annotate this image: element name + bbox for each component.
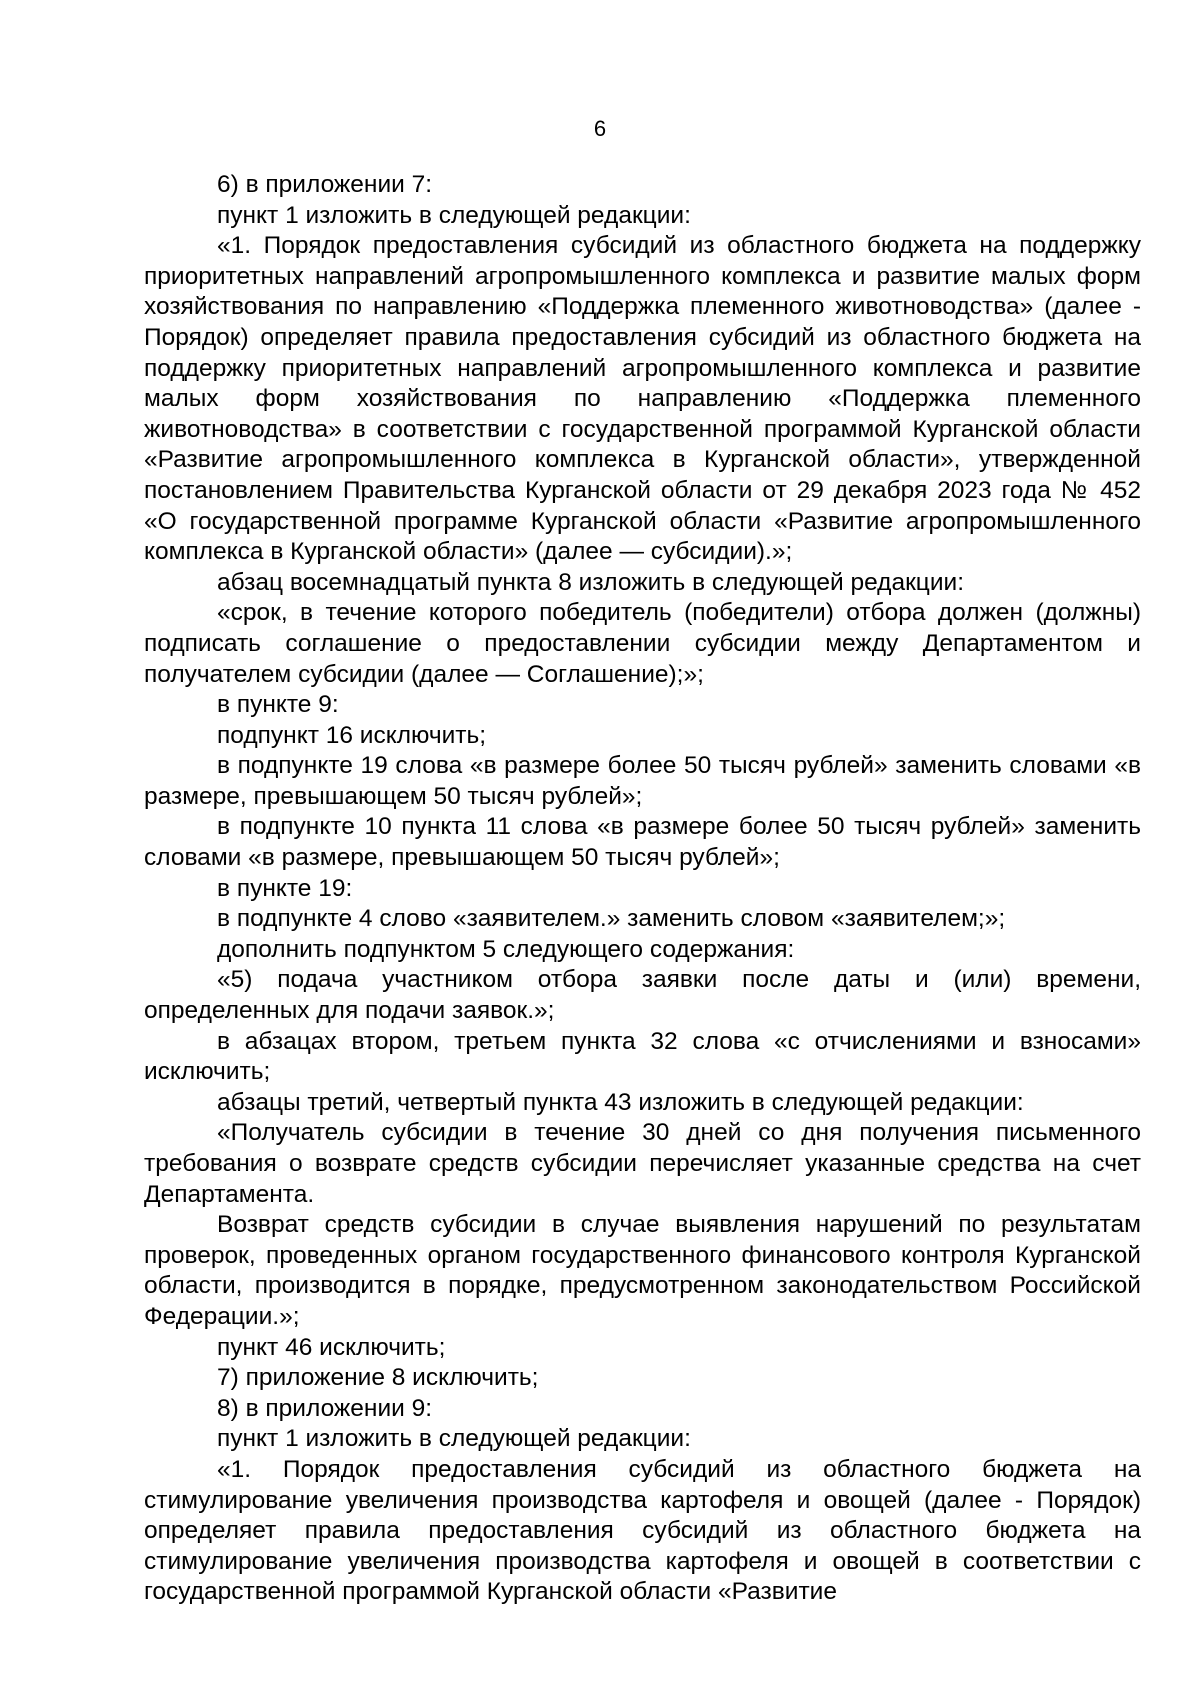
paragraph-2: пункт 1 изложить в следующей редакции: <box>217 201 691 229</box>
paragraph-4: абзац восемнадцатый пункта 8 изложить в следующей редакции: <box>217 568 965 596</box>
paragraph-22: «1. Порядок предоставления субсидий из областного бюджета на стимулирование увеличения производства картофеля и овощей (далее - Порядок) определяет правила предоставления субсидий из областного бюджета на стимулирование увеличения производства картофеля и овощей в соответствии с государственной программой Курганской области «Развитие <box>144 1455 1141 1606</box>
paragraph-10: в пункте 19: <box>217 874 353 902</box>
paragraph-19: 7) приложение 8 исключить; <box>217 1364 539 1392</box>
paragraph-9: в подпункте 10 пункта 11 слова «в размере более 50 тысяч рублей» заменить словами «в размере, превышающем 50 тысяч рублей»; <box>144 813 1141 872</box>
paragraph-6: в пункте 9: <box>217 691 339 719</box>
paragraph-3: «1. Порядок предоставления субсидий из областного бюджета на поддержку приоритетных направлений агропромышленного комплекса и развитие малых форм хозяйствования по направлению «Поддержка племенного животноводства» (далее - Порядок) определяет правила предоставления субсидий из областного бюджета на поддержку приоритетных направлений агропромышленного комплекса и развитие малых форм хозяйствования по направлению «Поддержка племенного животноводства» в соответствии с государственной программой Курганской области «Развитие агропромышленного комплекса в Курганской области», утвержденной постановлением Правительства Курганской области от 29 декабря 2023 года № 452 «О государственной программе Курганской области «Развитие агропромышленного комплекса в Курганской области» (далее — субсидии).»; <box>144 232 1141 566</box>
paragraph-5: «срок, в течение которого победитель (победители) отбора должен (должны) подписать соглашение о предоставлении субсидии между Департаментом и получателем субсидии (далее — Соглашение);»; <box>144 599 1141 688</box>
paragraph-14: в абзацах втором, третьем пункта 32 слова «с отчислениями и взносами» исключить; <box>144 1027 1141 1086</box>
paragraph-11: в подпункте 4 слово «заявителем.» заменить словом «заявителем;»; <box>217 905 1006 933</box>
paragraph-16: «Получатель субсидии в течение 30 дней со дня получения письменного требования о возврате средств субсидии перечисляет указанные средства на счет Департамента. <box>144 1119 1141 1208</box>
paragraph-7: подпункт 16 исключить; <box>217 721 487 749</box>
paragraph-15: абзацы третий, четвертый пункта 43 изложить в следующей редакции: <box>217 1088 1024 1116</box>
document-body <box>144 170 1141 1608</box>
paragraph-18: пункт 46 исключить; <box>217 1333 446 1361</box>
page-number: 6 <box>593 116 607 141</box>
paragraph-21: пункт 1 изложить в следующей редакции: <box>217 1425 691 1453</box>
paragraph-8: в подпункте 19 слова «в размере более 50 тысяч рублей» заменить словами «в размере, превышающем 50 тысяч рублей»; <box>144 752 1141 810</box>
paragraph-12: дополнить подпунктом 5 следующего содержания: <box>217 935 795 963</box>
paragraph-20: 8) в приложении 9: <box>217 1394 433 1422</box>
paragraph-13: «5) подача участником отбора заявки после даты и (или) времени, определенных для подачи заявок.»; <box>144 966 1141 1025</box>
paragraph-1: 6) в приложении 7: <box>217 171 433 198</box>
paragraph-17: Возврат средств субсидии в случае выявления нарушений по результатам проверок, проведенных органом государственного финансового контроля Курганской области, производится в порядке, предусмотренном законодательством Российской Федерации.»; <box>144 1211 1141 1330</box>
